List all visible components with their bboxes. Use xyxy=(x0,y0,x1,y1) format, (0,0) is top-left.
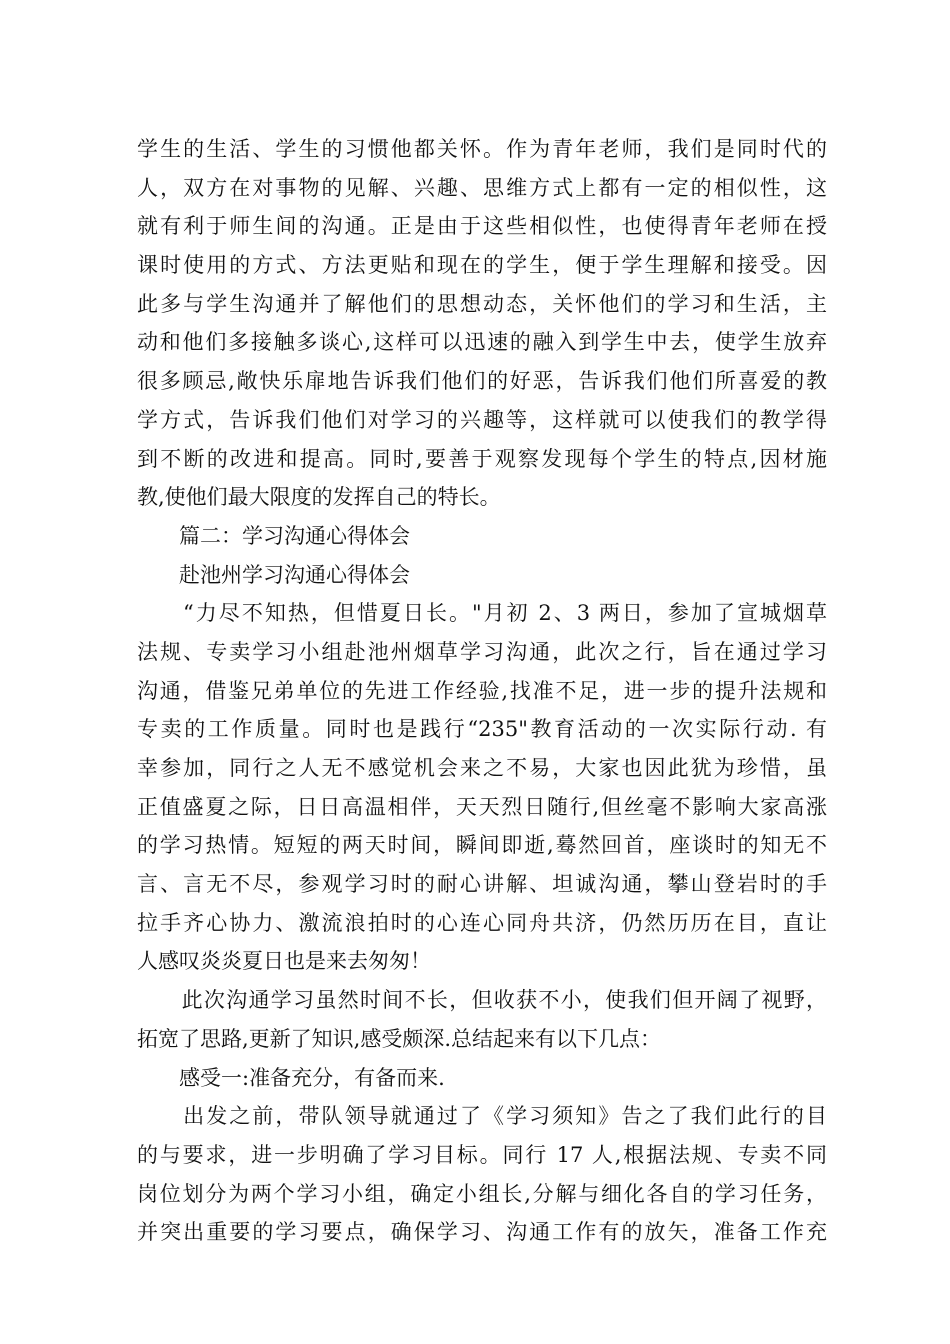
text-line: 法规、专卖学习小组赴池州烟草学习沟通，此次之行，旨在通过学习 xyxy=(137,639,827,664)
text-line: 幸参加，同行之人无不感觉机会来之不易，大家也因此犹为珍惜，虽 xyxy=(137,756,827,780)
text-line: 人，双方在对事物的见解、兴趣、思维方式上都有一定的相似性，这 xyxy=(137,175,827,200)
text-line: 并突出重要的学习要点，确保学习、沟通工作有的放矢，准备工作充 xyxy=(137,1220,827,1245)
subsection-heading: 感受一:准备充分，有备而来. xyxy=(137,1065,445,1090)
text-line: 出发之前，带队领导就通过了《学习须知》告之了我们此行的目 xyxy=(137,1104,827,1129)
text-line: 学生的生活、学生的习惯他都关怀。作为青年老师，我们是同时代的 xyxy=(137,137,827,161)
article-title: 赴池州学习沟通心得体会 xyxy=(137,562,410,587)
text-line: 的与要求，进一步明确了学习目标。同行 17 人,根据法规、专卖不同 xyxy=(137,1142,827,1167)
text-line: 专卖的工作质量。同时也是践行“235"教育活动的一次实际行动. 有 xyxy=(137,717,827,742)
text-line: 拉手齐心协力、激流浪拍时的心连心同舟共济，仍然历历在目，直让 xyxy=(137,910,827,935)
text-line: 人感叹炎炎夏日也是来去匆匆！ xyxy=(137,949,431,974)
text-line: 很多顾忌,敞快乐扉地告诉我们他们的好恶，告诉我们他们所喜爱的教 xyxy=(137,369,827,394)
text-line: 言、言无不尽，参观学习时的耐心讲解、坦诚沟通，攀山登岩时的手 xyxy=(137,872,827,897)
text-line: 正值盛夏之际，日日高温相伴，天天烈日随行,但丝毫不影响大家高涨 xyxy=(137,794,827,819)
text-line: 动和他们多接触多谈心,这样可以迅速的融入到学生中去，使学生放弃 xyxy=(137,330,827,355)
text-line: 岗位划分为两个学习小组，确定小组长,分解与细化各自的学习任务， xyxy=(137,1181,827,1206)
text-line: 的学习热情。短短的两天时间，瞬间即逝,蓦然回首，座谈时的知无不 xyxy=(137,833,827,858)
text-line: 学方式，告诉我们他们对学习的兴趣等，这样就可以使我们的教学得 xyxy=(137,407,827,432)
text-line: “力尽不知热，但惜夏日长。"月初 2、3 两日，参加了宣城烟草 xyxy=(137,601,827,626)
text-line: 此多与学生沟通并了解他们的思想动态，关怀他们的学习和生活，主 xyxy=(137,291,827,316)
text-line: 就有利于师生间的沟通。正是由于这些相似性，也使得青年老师在授 xyxy=(137,214,827,239)
text-line: 沟通，借鉴兄弟单位的先进工作经验,找准不足，进一步的提升法规和 xyxy=(137,678,827,703)
document-body xyxy=(137,130,827,1252)
text-line: 此次沟通学习虽然时间不长，但收获不小，使我们但开阔了视野， xyxy=(137,988,827,1013)
section-heading: 篇二：学习沟通心得体会 xyxy=(137,523,410,548)
text-line: 到不断的改进和提高。同时,要善于观察发现每个学生的特点,因材施 xyxy=(137,446,827,471)
text-line: 课时使用的方式、方法更贴和现在的学生，便于学生理解和接受。因 xyxy=(137,253,827,278)
text-line: 教,使他们最大限度的发挥自己的特长。 xyxy=(137,485,501,510)
text-line: 拓宽了思路,更新了知识,感受颇深.总结起来有以下几点： xyxy=(137,1026,662,1051)
